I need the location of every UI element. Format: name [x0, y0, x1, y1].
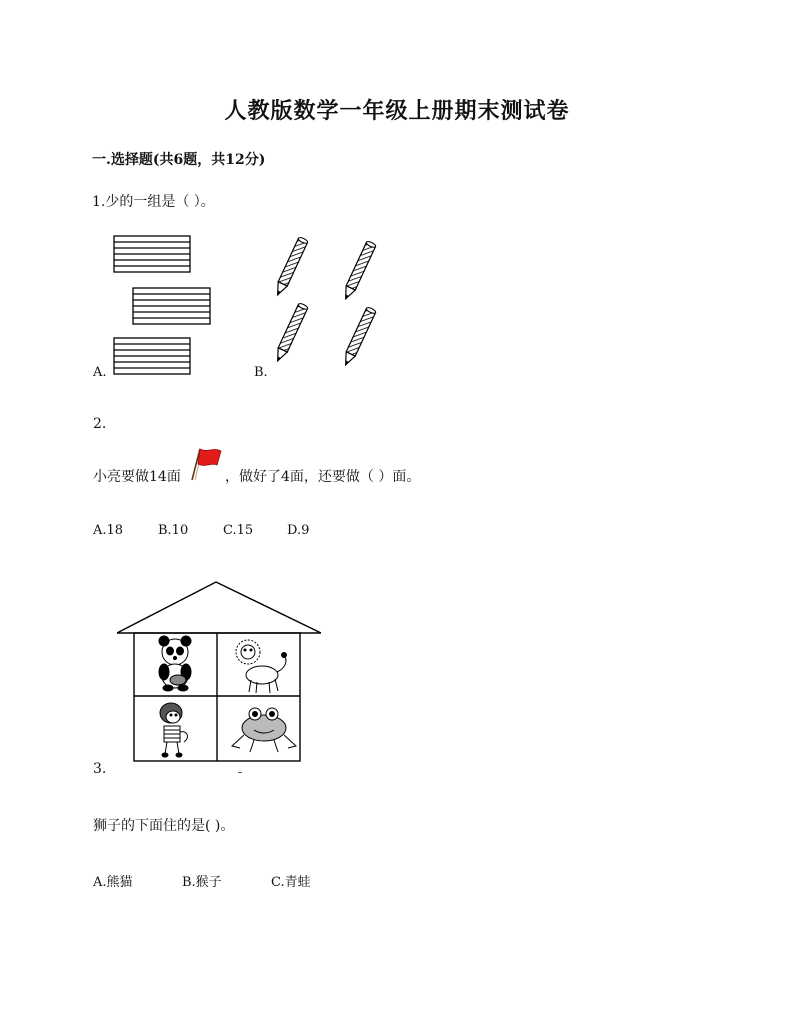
question-2-option-b[interactable]: B.10 [158, 523, 189, 538]
question-3-stem: 狮子的下面住的是( )。 [93, 818, 235, 834]
question-2-option-d[interactable]: D.9 [287, 523, 310, 538]
question-2-number: 2. [93, 416, 107, 432]
panda-picture [159, 636, 191, 691]
question-2-stem-end: ，做好了4面，还要做（ ）面。 [225, 469, 421, 485]
pencils-group-illustration [270, 228, 390, 373]
question-1-option-a[interactable]: A. [93, 365, 107, 380]
stacked-lines-group-illustration [110, 232, 220, 380]
animal-house-illustration [114, 580, 324, 765]
question-2-option-c[interactable]: C.15 [223, 523, 254, 538]
question-1-option-b[interactable]: B. [254, 365, 268, 380]
frog-picture [232, 708, 296, 752]
question-3-option-a[interactable]: A.熊猫 [93, 875, 133, 890]
question-2-stem-start: 小亮要做14面 [93, 469, 181, 485]
question-3-number: 3. [93, 761, 107, 777]
question-1-stem: 1.少的一组是（ ）。 [92, 194, 215, 210]
lion-picture [236, 640, 287, 693]
question-3-option-c[interactable]: C.青蛙 [271, 875, 311, 890]
question-3-option-b[interactable]: B.猴子 [182, 875, 222, 890]
question-2-option-a[interactable]: A.18 [93, 523, 124, 538]
monkey-picture [160, 703, 187, 757]
stray-mark [238, 772, 242, 773]
red-flag-icon [187, 447, 227, 483]
page-title: 人教版数学一年级上册期末测试卷 [224, 98, 570, 124]
section-heading: 一.选择题(共6题，共12分) [92, 152, 266, 168]
